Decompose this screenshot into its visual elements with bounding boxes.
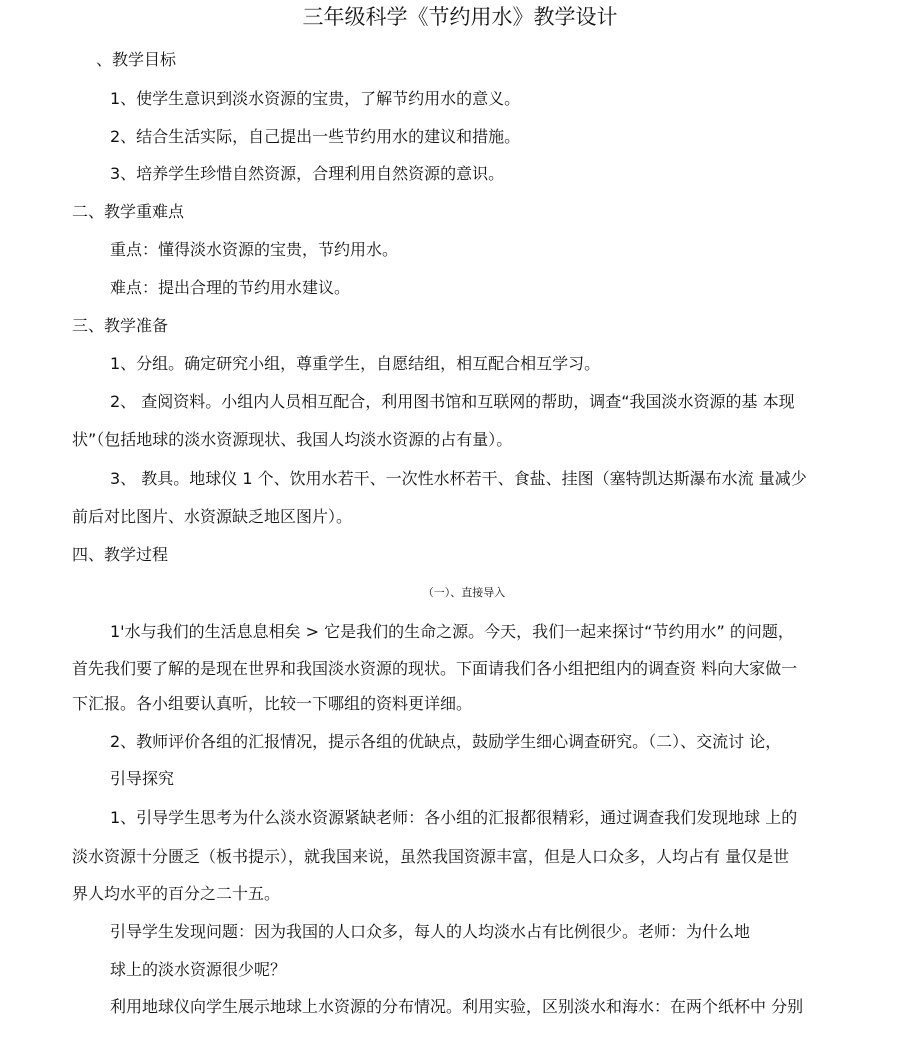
paragraph-line: 难点：提出合理的节约用水建议。 [110, 278, 351, 297]
paragraph-line: 首先我们要了解的是现在世界和我国淡水资源的现状。下面请我们各小组把组内的调查资 料向大家做一 [72, 659, 798, 678]
paragraph-line: 1'水与我们的生活息息相矣 > 它是我们的生命之源。今天，我们一起来探讨“节约用水” 的问题， [110, 622, 794, 641]
document-title: 三年级科学《节约用水》教学设计 [302, 5, 618, 29]
section-heading-key-points: 二、教学重难点 [72, 202, 185, 221]
paragraph-line: 引导学生发现问题：因为我国的人口众多，每人的人均淡水占有比例很少。老师：为什么地 [110, 922, 751, 941]
paragraph-line: 引导探究 [110, 769, 175, 788]
paragraph-line: 3、培养学生珍惜自然资源，合理利用自然资源的意识。 [110, 164, 505, 183]
section-heading-process: 四、教学过程 [72, 545, 169, 564]
paragraph-line: 利用地球仪向学生展示地球上水资源的分布情况。利用实验，区别淡水和海水：在两个纸杯中 分别 [110, 997, 804, 1016]
paragraph-line: 球上的淡水资源很少呢？ [110, 960, 287, 979]
paragraph-line: 状”（包括地球的淡水资源现状、我国人均淡水资源的占有量）。 [72, 430, 513, 449]
paragraph-line: 前后对比图片、水资源缺乏地区图片）。 [72, 507, 353, 526]
paragraph-line: 淡水资源十分匮乏（板书提示），就我国来说，虽然我国资源丰富，但是人口众多，人均占有 量仅是世 [72, 847, 790, 866]
paragraph-line: 下汇报。各小组要认真听，比较一下哪组的资料更详细。 [72, 694, 473, 713]
paragraph-line: 1、引导学生思考为什么淡水资源紧缺老师：各小组的汇报都很精彩，通过调查我们发现地球 上的 [110, 808, 798, 827]
paragraph-line: 重点：懂得淡水资源的宝贵，节约用水。 [110, 240, 399, 259]
section-heading-objectives: 、教学目标 [96, 50, 177, 69]
subsection-heading-introduction: （一）、直接导入 [422, 586, 506, 599]
paragraph-line: 3、 教具。地球仪 1 个、饮用水若干、一次性水杯若干、食盐、挂图（塞特凯达斯瀑布水流 量减少 [110, 469, 807, 488]
paragraph-line: 1、使学生意识到淡水资源的宝贵，了解节约用水的意义。 [110, 89, 521, 108]
paragraph-line: 1、分组。确定研究小组，尊重学生，自愿结组，相互配合相互学习。 [110, 354, 601, 373]
section-heading-preparation: 三、教学准备 [72, 316, 169, 335]
paragraph-line: 2、 查阅资料。小组内人员相互配合，利用图书馆和互联网的帮助，调查“我国淡水资源的基 本现 [110, 392, 795, 411]
paragraph-line: 2、结合生活实际，自己提出一些节约用水的建议和措施。 [110, 127, 521, 146]
paragraph-line: 界人均水平的百分之二十五。 [72, 884, 281, 903]
paragraph-line: 2、教师评价各组的汇报情况，提示各组的优缺点，鼓励学生细心调查研究。（二）、交流讨 论， [110, 732, 782, 751]
